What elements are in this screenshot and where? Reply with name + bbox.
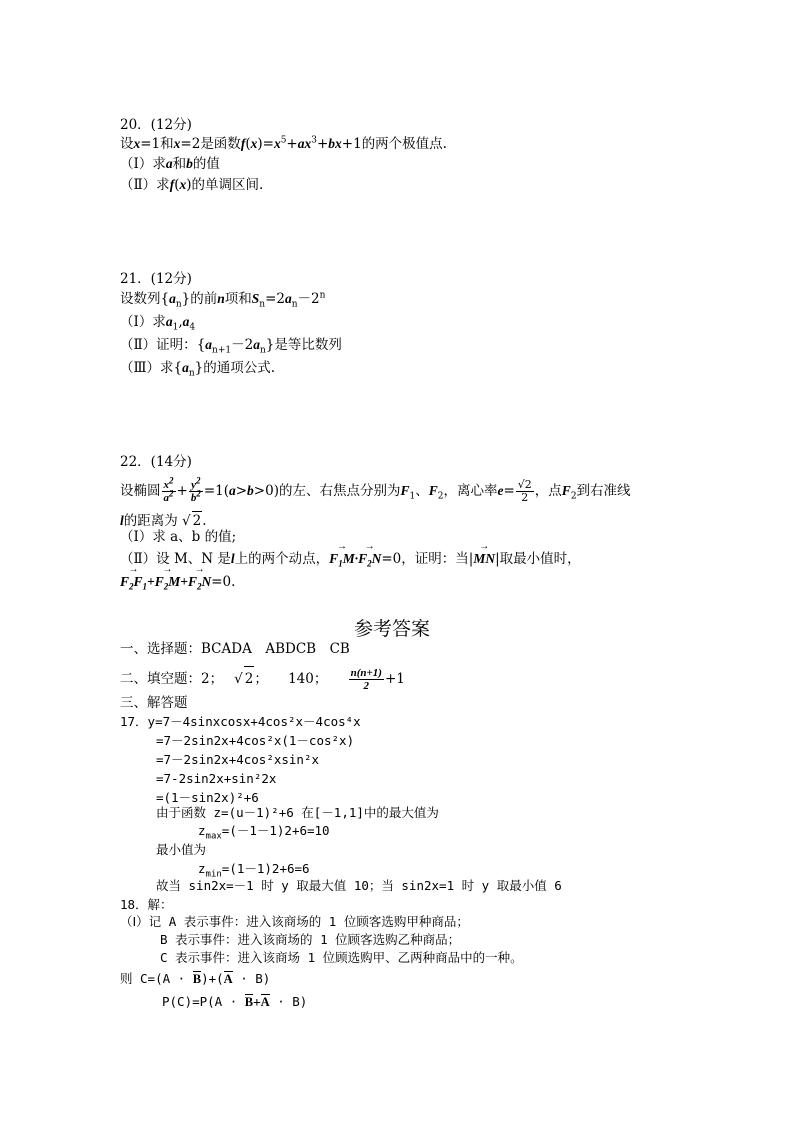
q22-part-i: （Ⅰ）求 a、b 的值;: [120, 529, 237, 545]
q20-heading: 20．(12分): [120, 117, 192, 133]
a18-line-5: P(C)=P(A · B+A · B): [162, 994, 308, 1009]
a17-line-5: =(1－sin2x)²+6: [156, 790, 259, 805]
q22-part-ii: （Ⅱ）设 M、N 是l上的两个动点，→ $F_1M\cdot\to F_2N=0$，证明：当|→ MN|取最小值时，: [120, 550, 581, 568]
answer-section-1: 一、选择题：BCADA ABDCB CB: [120, 641, 350, 657]
a18-line-4: 则 C=(A · B)+(A · B): [120, 971, 271, 986]
q21-part-i: （Ⅰ）求$a_1,a_4$: [120, 314, 196, 333]
q21-heading: 21．(12分): [120, 271, 192, 287]
answers-title: 参考答案: [354, 618, 431, 640]
a17-line-9: $z_{min}=(1-1)2+6=6$: [198, 861, 310, 880]
q22-heading: 22．(14分): [120, 454, 192, 470]
a18-heading: 18．解：: [120, 897, 173, 912]
a17-line-1: 17．y=7－4sinxcosx+4cos²x－4cos⁴x: [120, 714, 361, 729]
a17-line-6: 由于函数 z=(u－1)²+6 在[－1,1]中的最大值为: [156, 805, 439, 820]
q21-part-ii: （Ⅱ）证明：$\{a_{n+1}-2a_n\}$是等比数列: [120, 337, 342, 356]
answer-section-2: 二、填空题：2； √ 2； 140； $\frac{n(n+1)}{2}$ +1: [120, 667, 405, 692]
q22-statement: 设椭圆 $\frac{x^2}{a^2}$ + $\frac{y^2}{b^2}$ =1(a>b>0)的左、右焦点分别为$F_1$、$F_2$，离心率e= $\frac{√2}{2}$ ，点$F_2$到右准线: [120, 475, 631, 504]
q22-statement-cont: l的距离为 √ 2.: [120, 513, 207, 529]
a18-line-3: C 表示事件：进入该商场 1 位顾选购甲、乙两种商品中的一种。: [160, 950, 523, 965]
q20-statement: 设x=1和x=2是函数$f(x)=x^5+ax^3+bx+1$的两个极值点.: [120, 135, 447, 152]
a17-line-10: 故当 sin2x=－1 时 y 取最大值 10；当 sin2x=1 时 y 取最小值 6: [156, 878, 562, 893]
a17-line-4: =7-2sin2x+sin²2x: [156, 771, 277, 786]
a17-line-3: =7－2sin2x+4cos²xsin²x: [156, 752, 320, 767]
a18-line-2: B 表示事件：进入该商场的 1 位顾客选购乙种商品；: [160, 932, 461, 947]
q21-part-iii: （Ⅲ）求$\{a_n\}$的通项公式.: [120, 360, 276, 379]
q20-part-ii: （Ⅱ）求f(x)的单调区间.: [120, 177, 264, 193]
a17-line-7: $z_{max}=(-1-1)2+6=10$: [198, 823, 330, 842]
q20-part-i: （Ⅰ）求a和b的值: [120, 156, 220, 172]
a17-line-8: 最小值为: [156, 842, 207, 857]
a18-line-1: （Ⅰ）记 A 表示事件：进入该商场的 1 位顾客选购甲种商品；: [120, 914, 469, 929]
a17-line-2: =7－2sin2x+4cos²x(1－cos²x): [156, 733, 355, 748]
answer-section-3: 三、解答题: [120, 695, 188, 711]
q21-statement: 设数列$\{a_n\}$的前n项和$S_n=2a_n-2^n$: [120, 290, 326, 310]
q22-conclusion: → $F_2F_1+\to F_2M+\to F_2N=0$.: [120, 573, 235, 591]
